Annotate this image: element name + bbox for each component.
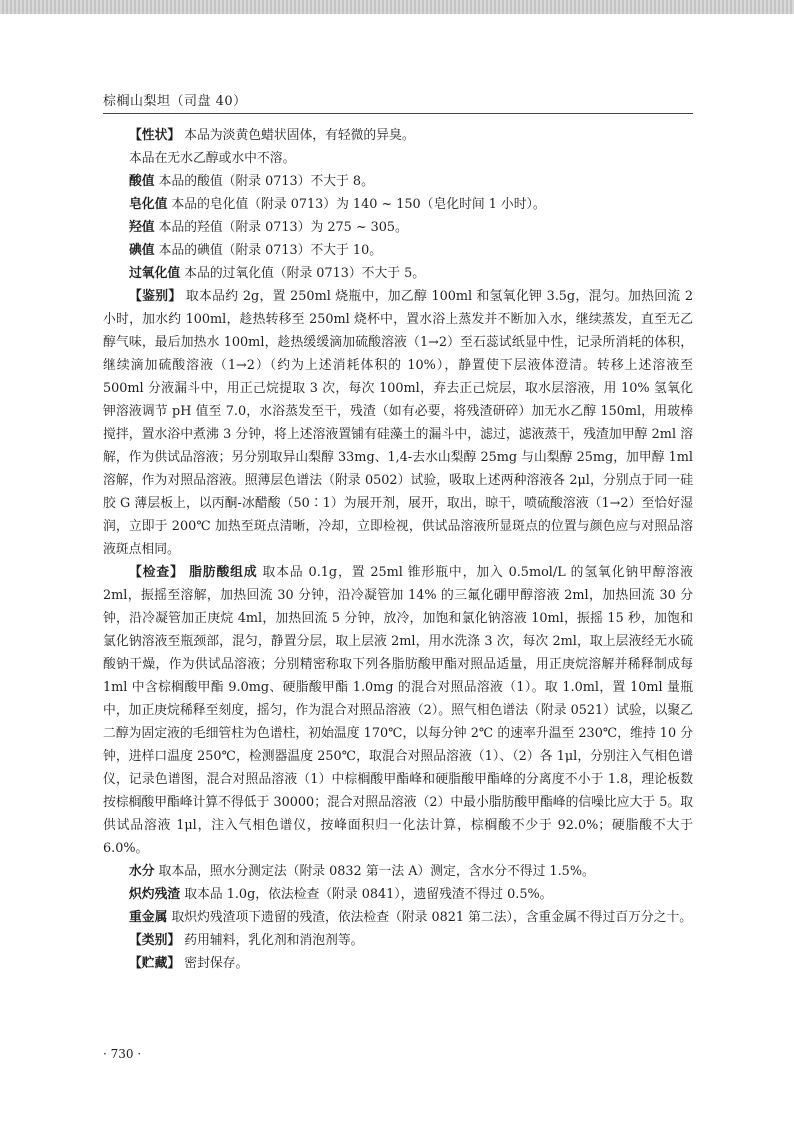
section-text: 药用辅料，乳化剂和消泡剂等。 xyxy=(184,933,364,948)
running-header: 棕榈山梨坦（司盘 40） xyxy=(103,94,247,109)
section-text: 取本品约 2g，置 250ml 烧瓶中，加乙醇 100ml 和氢氧化钾 3.5g，混匀。加热回流 2 小时，加水约 100ml，趁热转移至 250ml 烧杯中，置水浴上蒸发并不断加入水，继续蒸发，直至无乙醇气味，最后加热水 100ml，趁热缓缓滴加硫酸溶液（1→2）至石蕊试纸显中性，记录所消耗的体积，继续滴加硫酸溶液（1→2）（约为上述消耗体积的 10%），静置使下层液体澄清。转移上述溶液至 500ml 分液漏斗中，用正己烷提取 3 次，每次 100ml，弃去正己烷层，取水层溶液，用 10% 氢氧化钾溶液调节 pH 值至 7.0，水浴蒸发至干，残渣（如有必要，将残渣研碎）加无水乙醇 150ml，用玻棒搅拌，置水浴中煮沸 3 分钟，将上述溶液置铺有硅藻土的漏斗中，滤过，滤液蒸干，残渣加甲醇 2ml 溶解，作为供试品溶液；另分别取异山梨醇 33mg、1,4-去水山梨醇 25mg 与山梨醇 25mg，加甲醇 1ml 溶解，作为对照品溶液。照薄层色谱法（附录 0502）试验，吸取上述两种溶液各 2μl，分别点于同一硅胶 G 薄层板上，以丙酮-冰醋酸（50∶1）为展开剂，展开，取出，晾干，喷硫酸溶液（1→2）至恰好湿润，立即于 200℃ 加热至斑点清晰，冷却，立即检视，供试品溶液所显斑点的位置与颜色应与对照品溶液斑点相同。 xyxy=(103,289,693,557)
section-label: 皂化值 xyxy=(129,197,168,212)
section-storage xyxy=(103,952,693,975)
section-text: 取炽灼残渣项下遗留的残渣，依法检查（附录 0821 第二法），含重金属不得过百万分之十。 xyxy=(171,910,693,925)
section-identification xyxy=(103,285,693,561)
section-saponification-value xyxy=(103,193,693,216)
page-number: · 730 · xyxy=(103,1047,142,1061)
section-text: 本品的过氧化值（附录 0713）不大于 5。 xyxy=(184,266,426,281)
section-water xyxy=(103,860,693,883)
section-appearance xyxy=(103,124,693,147)
section-acid-value xyxy=(103,170,693,193)
section-label: 炽灼残渣 xyxy=(129,887,181,902)
section-solubility xyxy=(103,147,693,170)
section-text: 密封保存。 xyxy=(184,956,249,971)
section-label: 【性状】 xyxy=(129,128,181,143)
section-label: 碘值 xyxy=(129,243,155,258)
section-label: 重金属 xyxy=(129,910,168,925)
section-text: 取本品 0.1g，置 25ml 锥形瓶中，加入 0.5mol/L 的氢氧化钠甲醇溶液 2ml，振摇至溶解，加热回流 30 分钟，沿冷凝管加 14% 的三氟化硼甲醇溶液 2ml，加热回流 30 分钟，沿冷凝管加正庚烷 4ml，加热回流 5 分钟，放冷，加饱和氯化钠溶液 10ml，振摇 15 秒，加饱和氯化钠溶液至瓶颈部，混匀，静置分层，取上层液 2ml，用水洗涤 3 次，每次 2ml，取上层液经无水硫酸钠干燥，作为供试品溶液；分别精密称取下列各脂肪酸甲酯对照品适量，用正庚烷溶解并稀释制成每 1ml 中含棕榈酸甲酯 9.0mg、硬脂酸甲酯 1.0mg 的混合对照品溶液（1）。取 1.0ml，置 10ml 量瓶中，加正庚烷稀释至刻度，摇匀，作为混合对照品溶液（2）。照气相色谱法（附录 0521）试验，以聚乙二醇为固定液的毛细管柱为色谱柱，初始温度 170℃，以每分钟 2℃ 的速率升温至 230℃，维持 10 分钟，进样口温度 250℃，检测器温度 250℃，取混合对照品溶液（1）、（2）各 1μl，分别注入气相色谱仪，记录色谱图，混合对照品溶液（1）中棕榈酸甲酯峰和硬脂酸甲酯峰的分离度不小于 1.8，理论板数按棕榈酸甲酯峰计算不得低于 30000；混合对照品溶液（2）中最小脂肪酸甲酯峰的信噪比应大于 5。取供试品溶液 1μl，注入气相色谱仪，按峰面积归一化法计算，棕榈酸不少于 92.0%；硬脂酸不大于 6.0%。 xyxy=(103,565,693,856)
section-category xyxy=(103,929,693,952)
section-text: 本品的皂化值（附录 0713）为 140 ~ 150（皂化时间 1 小时）。 xyxy=(171,197,546,212)
section-label: 【类别】 xyxy=(129,933,181,948)
header-rule xyxy=(103,113,693,114)
section-label: 【鉴别】 xyxy=(129,289,182,304)
section-label: 【检查】 脂肪酸组成 xyxy=(129,565,258,580)
section-text: 本品为淡黄色蜡状固体，有轻微的异臭。 xyxy=(184,128,415,143)
section-residue-on-ignition xyxy=(103,883,693,906)
section-text: 本品的羟值（附录 0713）为 275 ~ 305。 xyxy=(158,220,408,235)
section-label: 酸值 xyxy=(129,174,155,189)
monograph-body xyxy=(103,124,693,975)
section-heavy-metals xyxy=(103,906,693,929)
section-hydroxyl-value xyxy=(103,216,693,239)
section-text: 本品的碘值（附录 0713）不大于 10。 xyxy=(158,243,383,258)
section-label: 过氧化值 xyxy=(129,266,181,281)
section-label: 【贮藏】 xyxy=(129,956,181,971)
section-text: 本品在无水乙醇或水中不溶。 xyxy=(129,151,296,166)
section-label: 水分 xyxy=(129,864,155,879)
section-text: 取本品 1.0g，依法检查（附录 0841），遗留残渣不得过 0.5%。 xyxy=(184,887,553,902)
section-peroxide-value xyxy=(103,262,693,285)
section-iodine-value xyxy=(103,239,693,262)
scan-top-strip xyxy=(0,0,794,14)
section-text: 本品的酸值（附录 0713）不大于 8。 xyxy=(158,174,374,189)
section-text: 取本品，照水分测定法（附录 0832 第一法 A）测定，含水分不得过 1.5%。 xyxy=(158,864,595,879)
section-fatty-acid-composition xyxy=(103,561,693,860)
section-label: 羟值 xyxy=(129,220,155,235)
